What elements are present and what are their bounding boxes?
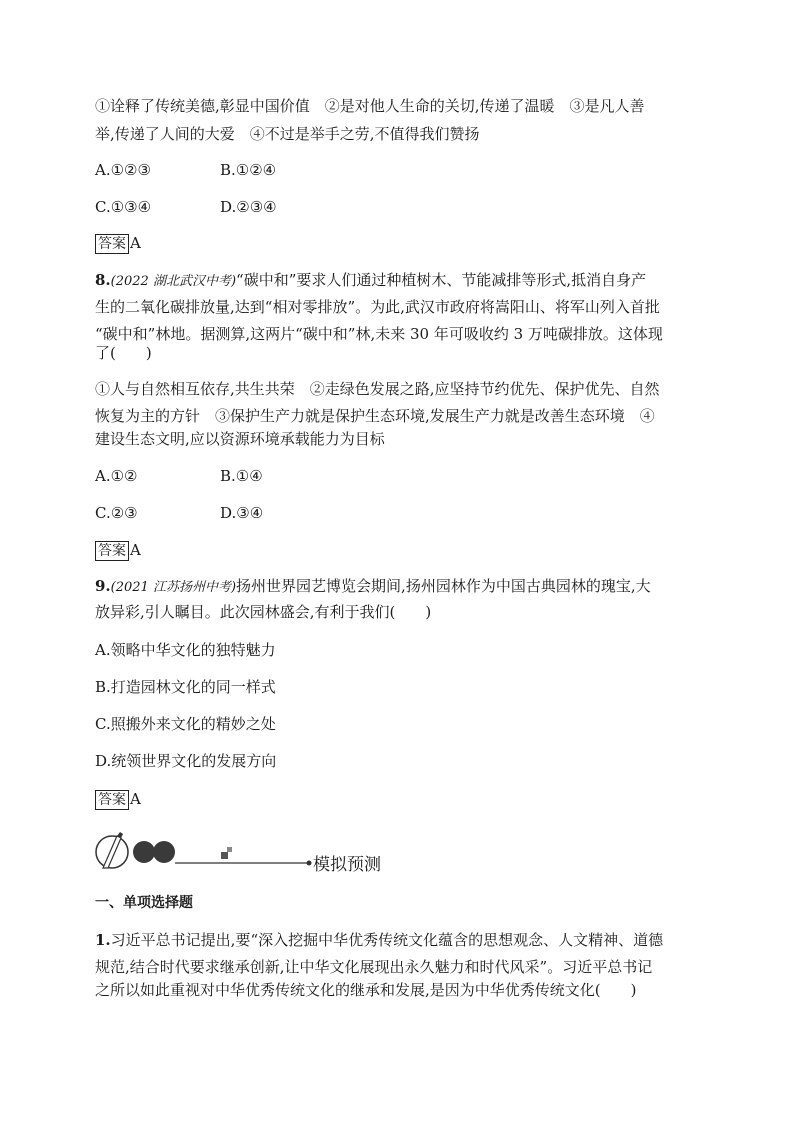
- q8-statement-line-2: 恢复为主的方针 ③保护生产力就是保护生态环境,发展生产力就是改善生态环境 ④: [95, 407, 655, 425]
- q9-option-a: A.领略中华文化的独特魅力: [95, 641, 276, 659]
- paintbrush-icon: [96, 832, 128, 868]
- q8-option-d: D.③④: [220, 504, 264, 522]
- q9-option-b: B.打造园林文化的同一样式: [95, 678, 276, 696]
- q8-stem-text-1: “碳中和”要求人们通过种植树木、节能减排等形式,抵消自身产: [236, 271, 647, 289]
- p1-stem-line-3: 之所以如此重视对中华优秀传统文化的继承和发展,是因为中华优秀传统文化( ): [95, 981, 637, 999]
- q8-option-a: A.①②: [95, 467, 138, 485]
- q9-option-c: C.照搬外来文化的精妙之处: [95, 715, 276, 733]
- q7-answer-row: [95, 233, 141, 254]
- q9-option-d: D.统领世界文化的发展方向: [95, 752, 277, 770]
- p1-stem-line-2: 规范,结合时代要求继承创新,让中华文化展现出永久魅力和时代风采”。习近平总书记: [95, 958, 653, 976]
- banner-dot-icon: [133, 841, 155, 863]
- q8-number: 8.: [95, 271, 111, 289]
- q7-option-a: A.①②③: [95, 161, 151, 179]
- q7-option-b: B.①②④: [220, 161, 277, 179]
- section-title: 模拟预测: [313, 855, 381, 875]
- part-heading: 一、单项选择题: [95, 895, 193, 911]
- q8-stem-line-4: 了( ): [95, 344, 152, 362]
- q8-option-b: B.①④: [220, 467, 263, 485]
- q7-option-c: C.①③④: [95, 198, 152, 216]
- q8-statement-line-1: ①人与自然相互依存,共生共荣 ②走绿色发展之路,应坚持节约优先、保护优先、自然: [95, 380, 660, 398]
- q9-stem-line-2: 放异彩,引人瞩目。此次园林盛会,有利于我们( ): [95, 603, 432, 621]
- q8-stem-line-1: [95, 270, 646, 292]
- p1-number: 1.: [95, 931, 111, 949]
- q8-answer-value: A: [130, 541, 141, 559]
- q9-source: (2021 江苏扬州中考): [110, 580, 237, 595]
- q7-option-d: D.②③④: [220, 198, 277, 216]
- q7-stem-line-1: ①诠释了传统美德,彰显中国价值 ②是对他人生命的关切,传递了温暖 ③是凡人善: [95, 97, 645, 115]
- q8-option-c: C.②③: [95, 504, 138, 522]
- q9-answer-row: [95, 789, 141, 810]
- q8-stem-line-3: “碳中和”林地。据测算,这两片“碳中和”林,未来 30 年可吸收约 3 万吨碳排放。这体现: [95, 325, 663, 343]
- banner-dot-icon: [153, 841, 175, 863]
- q7-stem-line-2: 举,传递了人间的大爱 ④不过是举手之劳,不值得我们赞扬: [95, 125, 480, 143]
- q8-statement-line-3: 建设生态文明,应以资源环境承载能力为目标: [95, 430, 385, 448]
- answer-label-box: 答案: [95, 790, 129, 810]
- q7-answer-value: A: [130, 234, 141, 252]
- q8-answer-row: [95, 540, 141, 561]
- p1-stem-text-1: 习近平总书记提出,要“深入挖掘中华优秀传统文化蕴含的思想观念、人文精神、道德: [110, 931, 664, 949]
- q9-stem-text-1: 扬州世界园艺博览会期间,扬州园林作为中国古典园林的瑰宝,大: [236, 577, 651, 595]
- square-deco-icon: [221, 847, 232, 859]
- q8-stem-line-2: 生的二氧化碳排放量,达到“相对零排放”。为此,武汉市政府将嵩阳山、将军山列入首批: [95, 298, 660, 316]
- answer-label-box: 答案: [95, 234, 129, 254]
- q8-source: (2022 湖北武汉中考): [110, 274, 237, 289]
- p1-stem-line-1: [95, 930, 663, 950]
- q9-stem-line-1: [95, 576, 651, 598]
- answer-label-box: 答案: [95, 541, 129, 561]
- q9-number: 9.: [95, 577, 111, 595]
- q9-answer-value: A: [130, 790, 141, 808]
